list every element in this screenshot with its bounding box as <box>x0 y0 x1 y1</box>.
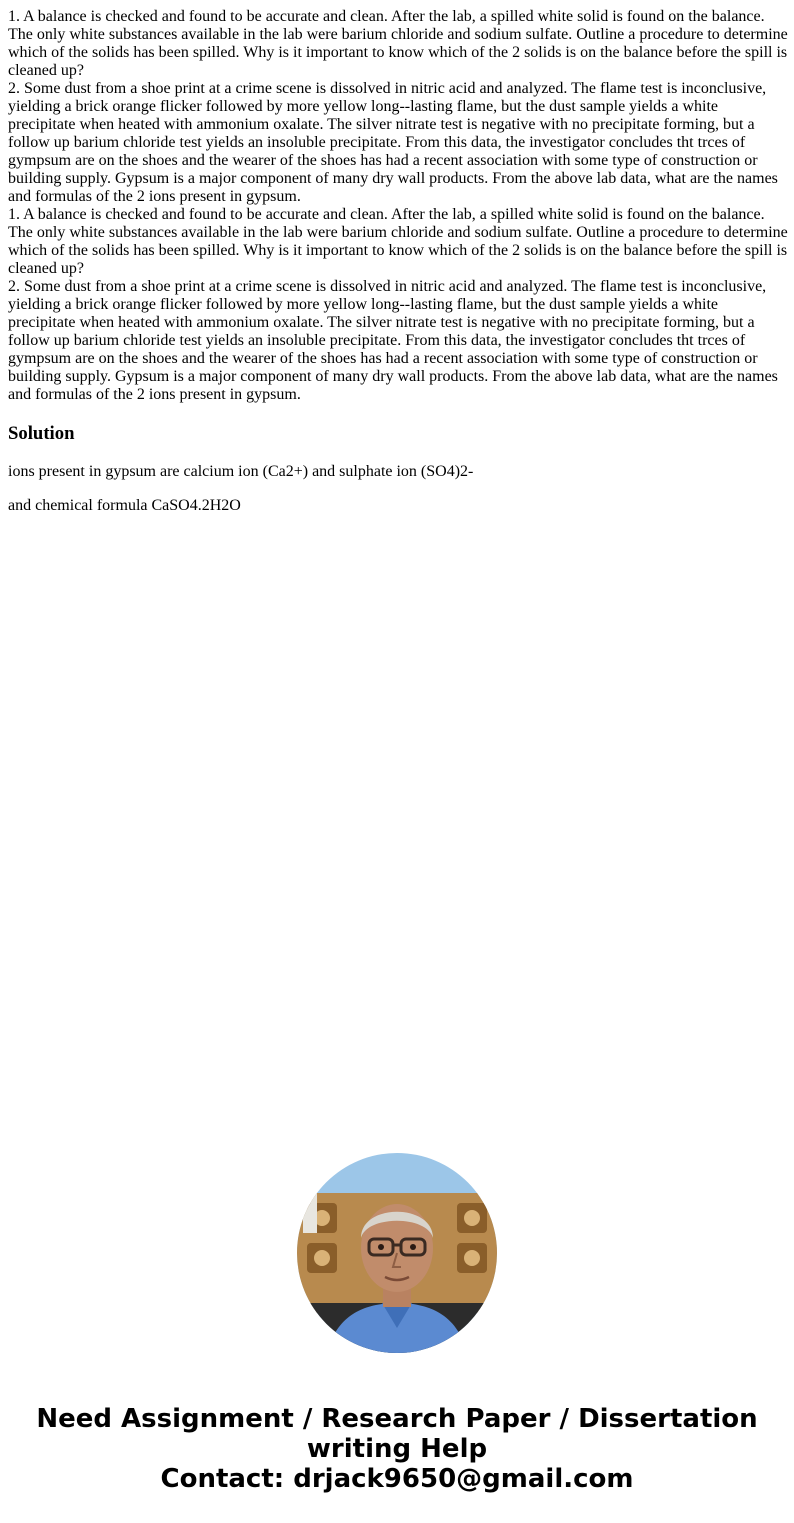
question-2-repeat: 2. Some dust from a shoe print at a crime scene is dissolved in nitric acid and analyzed. The flame test is inconclusive, yielding a brick orange flicker followed by more yellow long--lasting flame, but the dust sample yields a white precipitate when heated with ammonium oxalate. The silver nitrate test is negative with no precipitate forming, but a follow up barium chloride test yields an insoluble precipitate. From this data, the investigator concludes tht trces of gympsum are on the shoes and the wearer of the shoes has had a recent association with some type of construction or building supply. Gypsum is a major component of many dry wall products. From the above lab data, what are the names and formulas of the 2 ions present in gypsum. <box>8 278 778 403</box>
question-1-repeat: 1. A balance is checked and found to be accurate and clean. After the lab, a spilled white solid is found on the balance. The only white substances available in the lab were barium chloride and sodium sulfate. Outline a procedure to determine which of the solids has been spilled. Why is it important to know which of the 2 solids is on the balance before the spill is cleaned up? <box>8 206 788 277</box>
solution-line-formula: and chemical formula CaSO4.2H2O <box>8 497 241 514</box>
solution-line-ions: ions present in gypsum are calcium ion (Ca2+) and sulphate ion (SO4)2- <box>8 463 474 480</box>
question-1: 1. A balance is checked and found to be accurate and clean. After the lab, a spilled white solid is found on the balance. The only white substances available in the lab were barium chloride and sodium sulfate. Outline a procedure to determine which of the solids has been spilled. Why is it important to know which of the 2 solids is on the balance before the spill is cleaned up? <box>8 8 788 79</box>
solution-heading: Solution <box>8 423 75 444</box>
promo-line-2: writing Help <box>306 1434 488 1464</box>
tutor-avatar <box>297 1153 497 1353</box>
tutor-portrait-icon <box>297 1153 497 1353</box>
promo-banner <box>0 1404 794 1494</box>
question-block <box>8 8 788 404</box>
promo-contact: Contact: drjack9650@gmail.com <box>160 1464 634 1494</box>
promo-line-1: Need Assignment / Research Paper / Dissertation <box>36 1404 758 1434</box>
question-2: 2. Some dust from a shoe print at a crime scene is dissolved in nitric acid and analyzed. The flame test is inconclusive, yielding a brick orange flicker followed by more yellow long--lasting flame, but the dust sample yields a white precipitate when heated with ammonium oxalate. The silver nitrate test is negative with no precipitate forming, but a follow up barium chloride test yields an insoluble precipitate. From this data, the investigator concludes tht trces of gympsum are on the shoes and the wearer of the shoes has had a recent association with some type of construction or building supply. Gypsum is a major component of many dry wall products. From the above lab data, what are the names and formulas of the 2 ions present in gypsum. <box>8 80 778 205</box>
